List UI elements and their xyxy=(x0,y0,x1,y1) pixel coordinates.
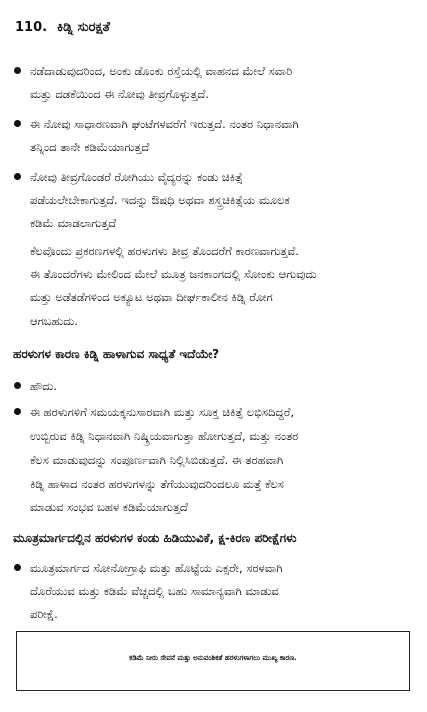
note-box xyxy=(16,631,410,691)
bullet-5-line-2: ಉಬ್ಬಿರುವ ಕಿಡ್ನಿ ನಿಧಾನವಾಗಿ ನಿಷ್ಕ್ರಿಯವಾಗುತ್ತಾ ಹೋಗುತ್ತದೆ, ಮತ್ತು ನಂತರ xyxy=(30,429,299,443)
paragraph-line-3: ಮತ್ತು ಅಡೆತಡೆಗಳಿಂದ ಅಕ್ಯೂಟ ಅಥವಾ ದೀರ್ಘಕಾಲೀನ ಕಿಡ್ನಿ ರೋಗ xyxy=(30,290,273,304)
bullet-icon xyxy=(14,408,21,415)
bullet-5-line-3: ಕೆಲಸ ಮಾಡುವುದನ್ನು ಸಂಪೂರ್ಣವಾಗಿ ನಿಲ್ಲಿಸಿಬಿಡುತ್ತದೆ. ಈ ತರಹವಾಗಿ xyxy=(30,453,284,467)
subheading-diagnosis: ಮೂತ್ರಮಾರ್ಗದಲ್ಲಿನ ಹರಳುಗಳ ಕಂಡು ಹಿಡಿಯುವಿಕೆ, ಕ್ಷ-ಕಿರಣ ಪರೀಕ್ಷೆಗಳು xyxy=(13,531,297,545)
section-title-text: ಕಿಡ್ನಿ ಸುರಕ್ಷತೆ xyxy=(57,20,110,35)
bullet-1-line-1: ನಡೆದಾಡುವುದರಿಂದ, ಅಂಕು ಡೊಂಕು ರಸ್ತೆಯಲ್ಲಿ ವಾಹನದ ಮೇಲೆ ಸವಾರಿ xyxy=(30,64,293,78)
section-title xyxy=(15,20,110,35)
bullet-1-line-2: ಮತ್ತು ದಡಕೆಯಿಂದ ಈ ನೋವು ತೀವ್ರಗೊಳ್ಳುತ್ತದೆ. xyxy=(30,87,209,101)
bullet-4-line-1: ಹೌದು. xyxy=(30,379,57,393)
note-text: ಕಡಿಮೆ ನೀರು ಸೇವನೆ ಮತ್ತು ಅನುವಂಶಿಕತೆ ಹರಳುಗಳಾಗಲು ಮುಖ್ಯ ಕಾರಣ. xyxy=(129,654,297,662)
bullet-icon xyxy=(14,173,21,180)
bullet-3-line-2: ಪಡೆಯಲೇಬೇಕಾಗುತ್ತದೆ. ಇದನ್ನು ಔಷಧಿ ಅಥವಾ ಶಸ್ತ್ರಚಿಕಿತ್ಸೆಯ ಮೂಲಕ xyxy=(30,193,290,207)
paragraph-line-2: ಈ ತೊಂದರೆಗಳು ಮೇಲಿಂದ ಮೇಲೆ ಮೂತ್ರ ಜನಕಾಂಗದಲ್ಲಿ ಸೋಂಕು ಆಗುವುದು xyxy=(30,267,317,281)
bullet-6-line-3: ಪರೀಕ್ಷೆ. xyxy=(30,607,58,621)
bullet-icon xyxy=(14,67,21,74)
paragraph-line-4: ಆಗಬಹುದು. xyxy=(30,314,78,328)
subheading-kidney-damage: ಹರಳುಗಳ ಕಾರಣ ಕಿಡ್ನಿ ಹಾಳಾಗುವ ಸಾಧ್ಯತೆ ಇದೆಯೇ? xyxy=(13,347,220,361)
bullet-5-line-4: ಕಿಡ್ನಿ ಹಾಳಾದ ನಂತರ ಹರಳುಗಳನ್ನು ತೆಗೆಯುವುದರಿಂದಲೂ ಮತ್ತೆ ಕೆಲಸ xyxy=(30,477,284,491)
section-number: 110. xyxy=(15,20,48,35)
bullet-2-line-2: ತನ್ನಿಂದ ತಾನೇ ಕಡಿಮೆಯಾಗುತ್ತದೆ xyxy=(30,140,150,154)
bullet-icon xyxy=(14,564,21,571)
bullet-icon xyxy=(14,120,21,127)
bullet-icon xyxy=(14,382,21,389)
bullet-5-line-1: ಈ ಹರಳುಗಳಿಗೆ ಸಮಯಕ್ಕನುಸಾರವಾಗಿ ಮತ್ತು ಸೂಕ್ತ ಚಿಕಿತ್ಸೆ ಲಭಿಸದಿದ್ದರೆ, xyxy=(30,405,295,419)
bullet-3-line-3: ಕಡಿಮೆ ಮಾಡಲಾಗುತ್ತದೆ xyxy=(30,216,117,230)
paragraph-line-1: ಕೆಲವೊಂದು ಪ್ರಕರಣಗಳಲ್ಲಿ ಹರಳುಗಳು ತೀವ್ರ ತೊಂದರೆಗೆ ಕಾರಣವಾಗುತ್ತವೆ. xyxy=(30,244,299,258)
bullet-6-line-1: ಮೂತ್ರಮಾರ್ಗದ ಸೋನೋಗ್ರಾಫಿ ಮತ್ತು ಹೊಟ್ಟೆಯ ಎಕ್ಸರೇ, ಸರಳವಾಗಿ xyxy=(30,561,283,575)
bullet-5-line-5: ಮಾಡುವ ಸಂಭವ ಬಹಳ ಕಡಿಮೆಯಾಗುತ್ತದೆ xyxy=(30,500,188,514)
bullet-3-line-1: ನೋವು ತೀವ್ರಗೊಂಡರೆ ರೋಗಿಯು ವೈದ್ಯರನ್ನು ಕಂಡು ಚಿಕಿತ್ಸೆ xyxy=(30,170,243,184)
bullet-6-line-2: ದೊರೆಯುವ ಮತ್ತು ಕಡಿಮೆ ವೆಚ್ಚದಲ್ಲಿ ಬಹು ಸಾಮಾನ್ಯವಾಗಿ ಮಾಡುವ xyxy=(30,584,279,598)
bullet-2-line-1: ಈ ನೋವು ಸಾಧಾರಣವಾಗಿ ಘಂಟೆಗಳವರೆಗೆ ಇರುತ್ತದೆ. ನಂತರ ನಿಧಾನವಾಗಿ xyxy=(30,117,299,131)
